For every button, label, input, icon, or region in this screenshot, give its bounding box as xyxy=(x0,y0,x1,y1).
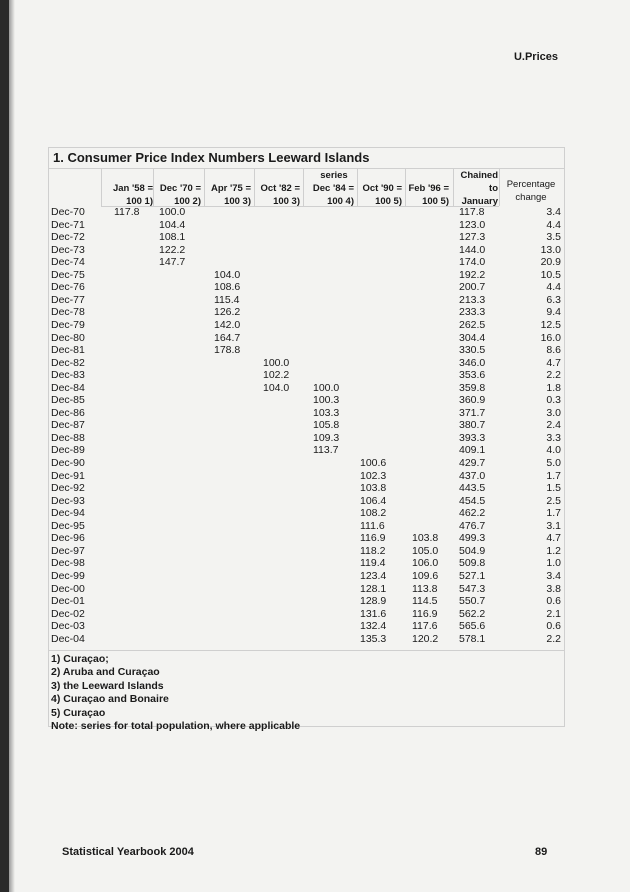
percentage-change: 1.2 xyxy=(546,544,561,557)
row-label: Dec-95 xyxy=(51,519,85,532)
table-row xyxy=(49,633,564,646)
chained-index: 509.8 xyxy=(459,557,486,570)
table-row xyxy=(49,319,564,332)
series-value: 114.5 xyxy=(412,595,438,608)
chained-index: 429.7 xyxy=(459,457,486,469)
chained-index: 504.9 xyxy=(459,544,486,557)
row-label: Dec-85 xyxy=(51,394,85,407)
table-row xyxy=(49,394,564,407)
percentage-change: 4.4 xyxy=(546,218,561,231)
row-label: Dec-72 xyxy=(51,231,85,244)
table-row xyxy=(49,256,564,269)
table-row xyxy=(49,620,564,633)
series-value: 122.2 xyxy=(159,243,186,256)
table-row xyxy=(49,407,564,420)
chained-index: 213.3 xyxy=(459,293,486,306)
series-value: 108.1 xyxy=(159,231,186,244)
series-value: 120.2 xyxy=(412,632,439,645)
pct-header-line2: change xyxy=(515,192,547,203)
series-value: 131.6 xyxy=(360,607,387,620)
chained-index: 476.7 xyxy=(459,519,486,532)
series-value: 100.0 xyxy=(159,206,186,218)
chained-index: 117.8 xyxy=(459,206,485,218)
footnote: 2) Aruba and Curaçao xyxy=(51,666,160,679)
percentage-change: 1.5 xyxy=(546,482,561,495)
percentage-change: 4.0 xyxy=(546,444,561,457)
table-row xyxy=(49,357,564,370)
footnotes xyxy=(51,653,300,733)
series-value: 128.9 xyxy=(360,595,387,608)
chained-index: 565.6 xyxy=(459,620,486,633)
series-value: 147.7 xyxy=(159,256,186,269)
chained-header-line2: to xyxy=(489,183,498,194)
percentage-change: 8.6 xyxy=(546,344,561,357)
chained-index: 233.3 xyxy=(459,306,486,319)
series-value: 115.4 xyxy=(214,293,240,306)
row-label: Dec-01 xyxy=(51,595,85,608)
row-label: Dec-91 xyxy=(51,469,85,482)
series-value: 119.4 xyxy=(360,557,386,570)
series-value: 178.8 xyxy=(214,344,241,357)
percentage-change: 16.0 xyxy=(540,331,561,344)
percentage-change: 2.4 xyxy=(546,419,561,432)
row-label: Dec-80 xyxy=(51,331,85,344)
percentage-change: 4.4 xyxy=(546,281,561,294)
table-row xyxy=(49,382,564,395)
table-row xyxy=(49,557,564,570)
series-value: 105.0 xyxy=(412,544,439,557)
percentage-change: 4.7 xyxy=(546,532,561,545)
row-label: Dec-82 xyxy=(51,356,85,369)
row-label: Dec-70 xyxy=(51,206,85,218)
chained-index: 443.5 xyxy=(459,482,486,495)
series-label: series xyxy=(320,170,348,181)
percentage-change: 1.7 xyxy=(546,469,561,482)
series-value: 106.0 xyxy=(412,557,439,570)
column-divider xyxy=(499,168,500,206)
column-header-line2: 100 5) xyxy=(375,196,402,207)
row-label: Dec-84 xyxy=(51,381,85,394)
table-row xyxy=(49,269,564,282)
cpi-table xyxy=(48,147,565,733)
table-row xyxy=(49,344,564,357)
series-value: 103.8 xyxy=(412,532,439,545)
running-head: U.Prices xyxy=(513,51,558,63)
table-row xyxy=(49,369,564,382)
series-value: 106.4 xyxy=(360,494,387,507)
row-label: Dec-73 xyxy=(51,243,85,256)
chained-index: 127.3 xyxy=(459,231,486,244)
footnote: 3) the Leeward Islands xyxy=(51,679,164,692)
percentage-change: 0.6 xyxy=(546,595,561,608)
table-row xyxy=(49,294,564,307)
table-row xyxy=(49,608,564,621)
percentage-change: 2.1 xyxy=(546,607,561,620)
series-value: 100.0 xyxy=(313,381,340,394)
percentage-change: 12.5 xyxy=(540,318,561,331)
row-label: Dec-74 xyxy=(51,256,85,269)
row-label: Dec-99 xyxy=(51,569,85,582)
page-number: 89 xyxy=(535,846,548,858)
percentage-change: 1.8 xyxy=(546,381,561,394)
table-row xyxy=(49,219,564,232)
chained-index: 174.0 xyxy=(459,256,486,269)
column-header-line2: 100 5) xyxy=(422,196,449,207)
table-row xyxy=(49,482,564,495)
series-value: 100.3 xyxy=(313,394,340,407)
row-label: Dec-98 xyxy=(51,557,85,570)
percentage-change: 3.8 xyxy=(546,582,561,595)
row-label: Dec-88 xyxy=(51,431,85,444)
column-header-line2: 100 2) xyxy=(174,196,201,207)
scan-edge-shadow xyxy=(9,0,15,892)
series-value: 123.4 xyxy=(360,569,387,582)
series-value: 142.0 xyxy=(214,318,241,331)
column-header-line2: 100 1) xyxy=(126,196,153,207)
table-row xyxy=(49,507,564,520)
percentage-change: 2.2 xyxy=(546,632,561,645)
series-value: 104.0 xyxy=(263,381,290,394)
series-value: 111.6 xyxy=(360,519,385,532)
table-row xyxy=(49,244,564,257)
chained-index: 330.5 xyxy=(459,344,486,357)
chained-index: 359.8 xyxy=(459,381,486,394)
percentage-change: 3.0 xyxy=(546,406,561,419)
percentage-change: 3.3 xyxy=(546,431,561,444)
column-divider xyxy=(101,168,102,206)
column-header-line1: Oct '82 = xyxy=(260,183,300,194)
chained-index: 578.1 xyxy=(459,632,486,645)
table-row xyxy=(49,306,564,319)
table-row xyxy=(49,231,564,244)
table-row xyxy=(49,419,564,432)
row-label: Dec-83 xyxy=(51,369,85,382)
table-row xyxy=(49,495,564,508)
series-value: 164.7 xyxy=(214,331,241,344)
row-label: Dec-90 xyxy=(51,457,85,469)
column-header-line2: 100 3) xyxy=(273,196,300,207)
table-row xyxy=(49,570,564,583)
column-divider xyxy=(303,168,304,206)
series-value: 117.6 xyxy=(412,620,438,633)
column-divider xyxy=(564,168,565,206)
series-value: 104.0 xyxy=(214,268,241,281)
series-value: 108.2 xyxy=(360,507,387,520)
row-label: Dec-81 xyxy=(51,344,85,357)
chained-index: 262.5 xyxy=(459,318,486,331)
series-value: 116.9 xyxy=(360,532,386,545)
chained-index: 409.1 xyxy=(459,444,486,457)
series-value: 113.7 xyxy=(313,444,339,457)
row-label: Dec-86 xyxy=(51,406,85,419)
series-value: 105.8 xyxy=(313,419,340,432)
chained-index: 200.7 xyxy=(459,281,486,294)
series-value: 102.2 xyxy=(263,369,290,382)
chained-index: 437.0 xyxy=(459,469,486,482)
row-label: Dec-96 xyxy=(51,532,85,545)
row-label: Dec-71 xyxy=(51,218,85,231)
series-value: 103.8 xyxy=(360,482,387,495)
footnote: 5) Curaçao xyxy=(51,706,106,719)
table-row xyxy=(49,332,564,345)
series-value: 118.2 xyxy=(360,544,386,557)
percentage-change: 3.4 xyxy=(546,569,561,582)
chained-index: 304.4 xyxy=(459,331,486,344)
chained-index: 360.9 xyxy=(459,394,486,407)
chained-index: 527.1 xyxy=(459,569,486,582)
table-row xyxy=(49,520,564,533)
series-value: 128.1 xyxy=(360,582,387,595)
row-label: Dec-92 xyxy=(51,482,85,495)
chained-index: 346.0 xyxy=(459,356,486,369)
row-label: Dec-03 xyxy=(51,620,85,633)
series-value: 132.4 xyxy=(360,620,387,633)
chained-index: 550.7 xyxy=(459,595,486,608)
row-label: Dec-87 xyxy=(51,419,85,432)
row-label: Dec-00 xyxy=(51,582,85,595)
percentage-change: 1.7 xyxy=(546,507,561,520)
series-value: 116.9 xyxy=(412,607,438,620)
chained-index: 123.0 xyxy=(459,218,486,231)
row-label: Dec-02 xyxy=(51,607,85,620)
chained-index: 371.7 xyxy=(459,406,486,419)
chained-index: 462.2 xyxy=(459,507,486,520)
column-header-line2: 100 3) xyxy=(224,196,251,207)
chained-index: 562.2 xyxy=(459,607,486,620)
percentage-change: 3.1 xyxy=(546,519,561,532)
row-label: Dec-04 xyxy=(51,632,85,645)
row-label: Dec-79 xyxy=(51,318,85,331)
row-label: Dec-93 xyxy=(51,494,85,507)
series-value: 126.2 xyxy=(214,306,241,319)
percentage-change: 3.4 xyxy=(546,206,561,218)
table-row xyxy=(49,206,564,219)
percentage-change: 0.3 xyxy=(546,394,561,407)
row-label: Dec-89 xyxy=(51,444,85,457)
series-value: 135.3 xyxy=(360,632,387,645)
footnote: Note: series for total population, where applicable xyxy=(51,720,301,733)
row-label: Dec-76 xyxy=(51,281,85,294)
series-value: 113.8 xyxy=(412,582,438,595)
percentage-change: 5.0 xyxy=(546,457,561,469)
chained-index: 144.0 xyxy=(459,243,486,256)
table-row xyxy=(49,281,564,294)
column-header-line1: Jan '58 = xyxy=(112,183,153,194)
percentage-change: 20.9 xyxy=(540,256,561,269)
chained-index: 192.2 xyxy=(459,268,486,281)
series-value: 102.3 xyxy=(360,469,387,482)
chained-index: 353.6 xyxy=(459,369,486,382)
row-label: Dec-78 xyxy=(51,306,85,319)
percentage-change: 10.5 xyxy=(540,268,561,281)
column-divider xyxy=(153,168,154,206)
column-header-line1: Dec '70 = xyxy=(159,183,201,194)
chained-index: 454.5 xyxy=(459,494,486,507)
table-row xyxy=(49,444,564,457)
divider xyxy=(49,650,564,651)
chained-index: 547.3 xyxy=(459,582,486,595)
chained-index: 380.7 xyxy=(459,419,486,432)
percentage-change: 4.7 xyxy=(546,356,561,369)
table-row xyxy=(49,595,564,608)
series-value: 109.6 xyxy=(412,569,439,582)
chained-index: 393.3 xyxy=(459,431,486,444)
chained-header-line3: January xyxy=(461,196,498,207)
series-value: 104.4 xyxy=(159,218,186,231)
table-row xyxy=(49,457,564,470)
footnote: 4) Curaçao and Bonaire xyxy=(51,693,169,706)
percentage-change: 3.5 xyxy=(546,231,561,244)
table-title: 1. Consumer Price Index Numbers Leeward Islands xyxy=(53,150,370,165)
column-header-line2: 100 4) xyxy=(327,196,354,207)
row-label: Dec-94 xyxy=(51,507,85,520)
row-label: Dec-75 xyxy=(51,268,85,281)
percentage-change: 13.0 xyxy=(540,243,561,256)
percentage-change: 0.6 xyxy=(546,620,561,633)
table-row xyxy=(49,583,564,596)
percentage-change: 2.2 xyxy=(546,369,561,382)
scan-edge xyxy=(0,0,9,892)
column-header-line1: Apr '75 = xyxy=(210,183,251,194)
series-value: 100.6 xyxy=(360,457,387,469)
table-row xyxy=(49,432,564,445)
percentage-change: 6.3 xyxy=(546,293,561,306)
percentage-change: 2.5 xyxy=(546,494,561,507)
column-header-line1: Feb '96 = xyxy=(408,183,449,194)
row-label: Dec-97 xyxy=(51,544,85,557)
series-value: 103.3 xyxy=(313,406,340,419)
table-row xyxy=(49,470,564,483)
footnote: 1) Curaçao; xyxy=(51,653,109,665)
series-value: 109.3 xyxy=(313,431,340,444)
footer-title: Statistical Yearbook 2004 xyxy=(62,846,194,858)
chained-header-line1: Chained xyxy=(460,170,498,181)
percentage-change: 1.0 xyxy=(546,557,561,570)
column-header-line1: Oct '90 = xyxy=(362,183,402,194)
series-value: 100.0 xyxy=(263,356,290,369)
series-value: 117.8 xyxy=(114,206,140,218)
pct-header-line1: Percentage xyxy=(506,179,556,190)
table-row xyxy=(49,532,564,545)
column-header-line1: Dec '84 = xyxy=(312,183,354,194)
table-row xyxy=(49,545,564,558)
chained-index: 499.3 xyxy=(459,532,486,545)
row-label: Dec-77 xyxy=(51,293,85,306)
percentage-change: 9.4 xyxy=(546,306,561,319)
series-value: 108.6 xyxy=(214,281,241,294)
